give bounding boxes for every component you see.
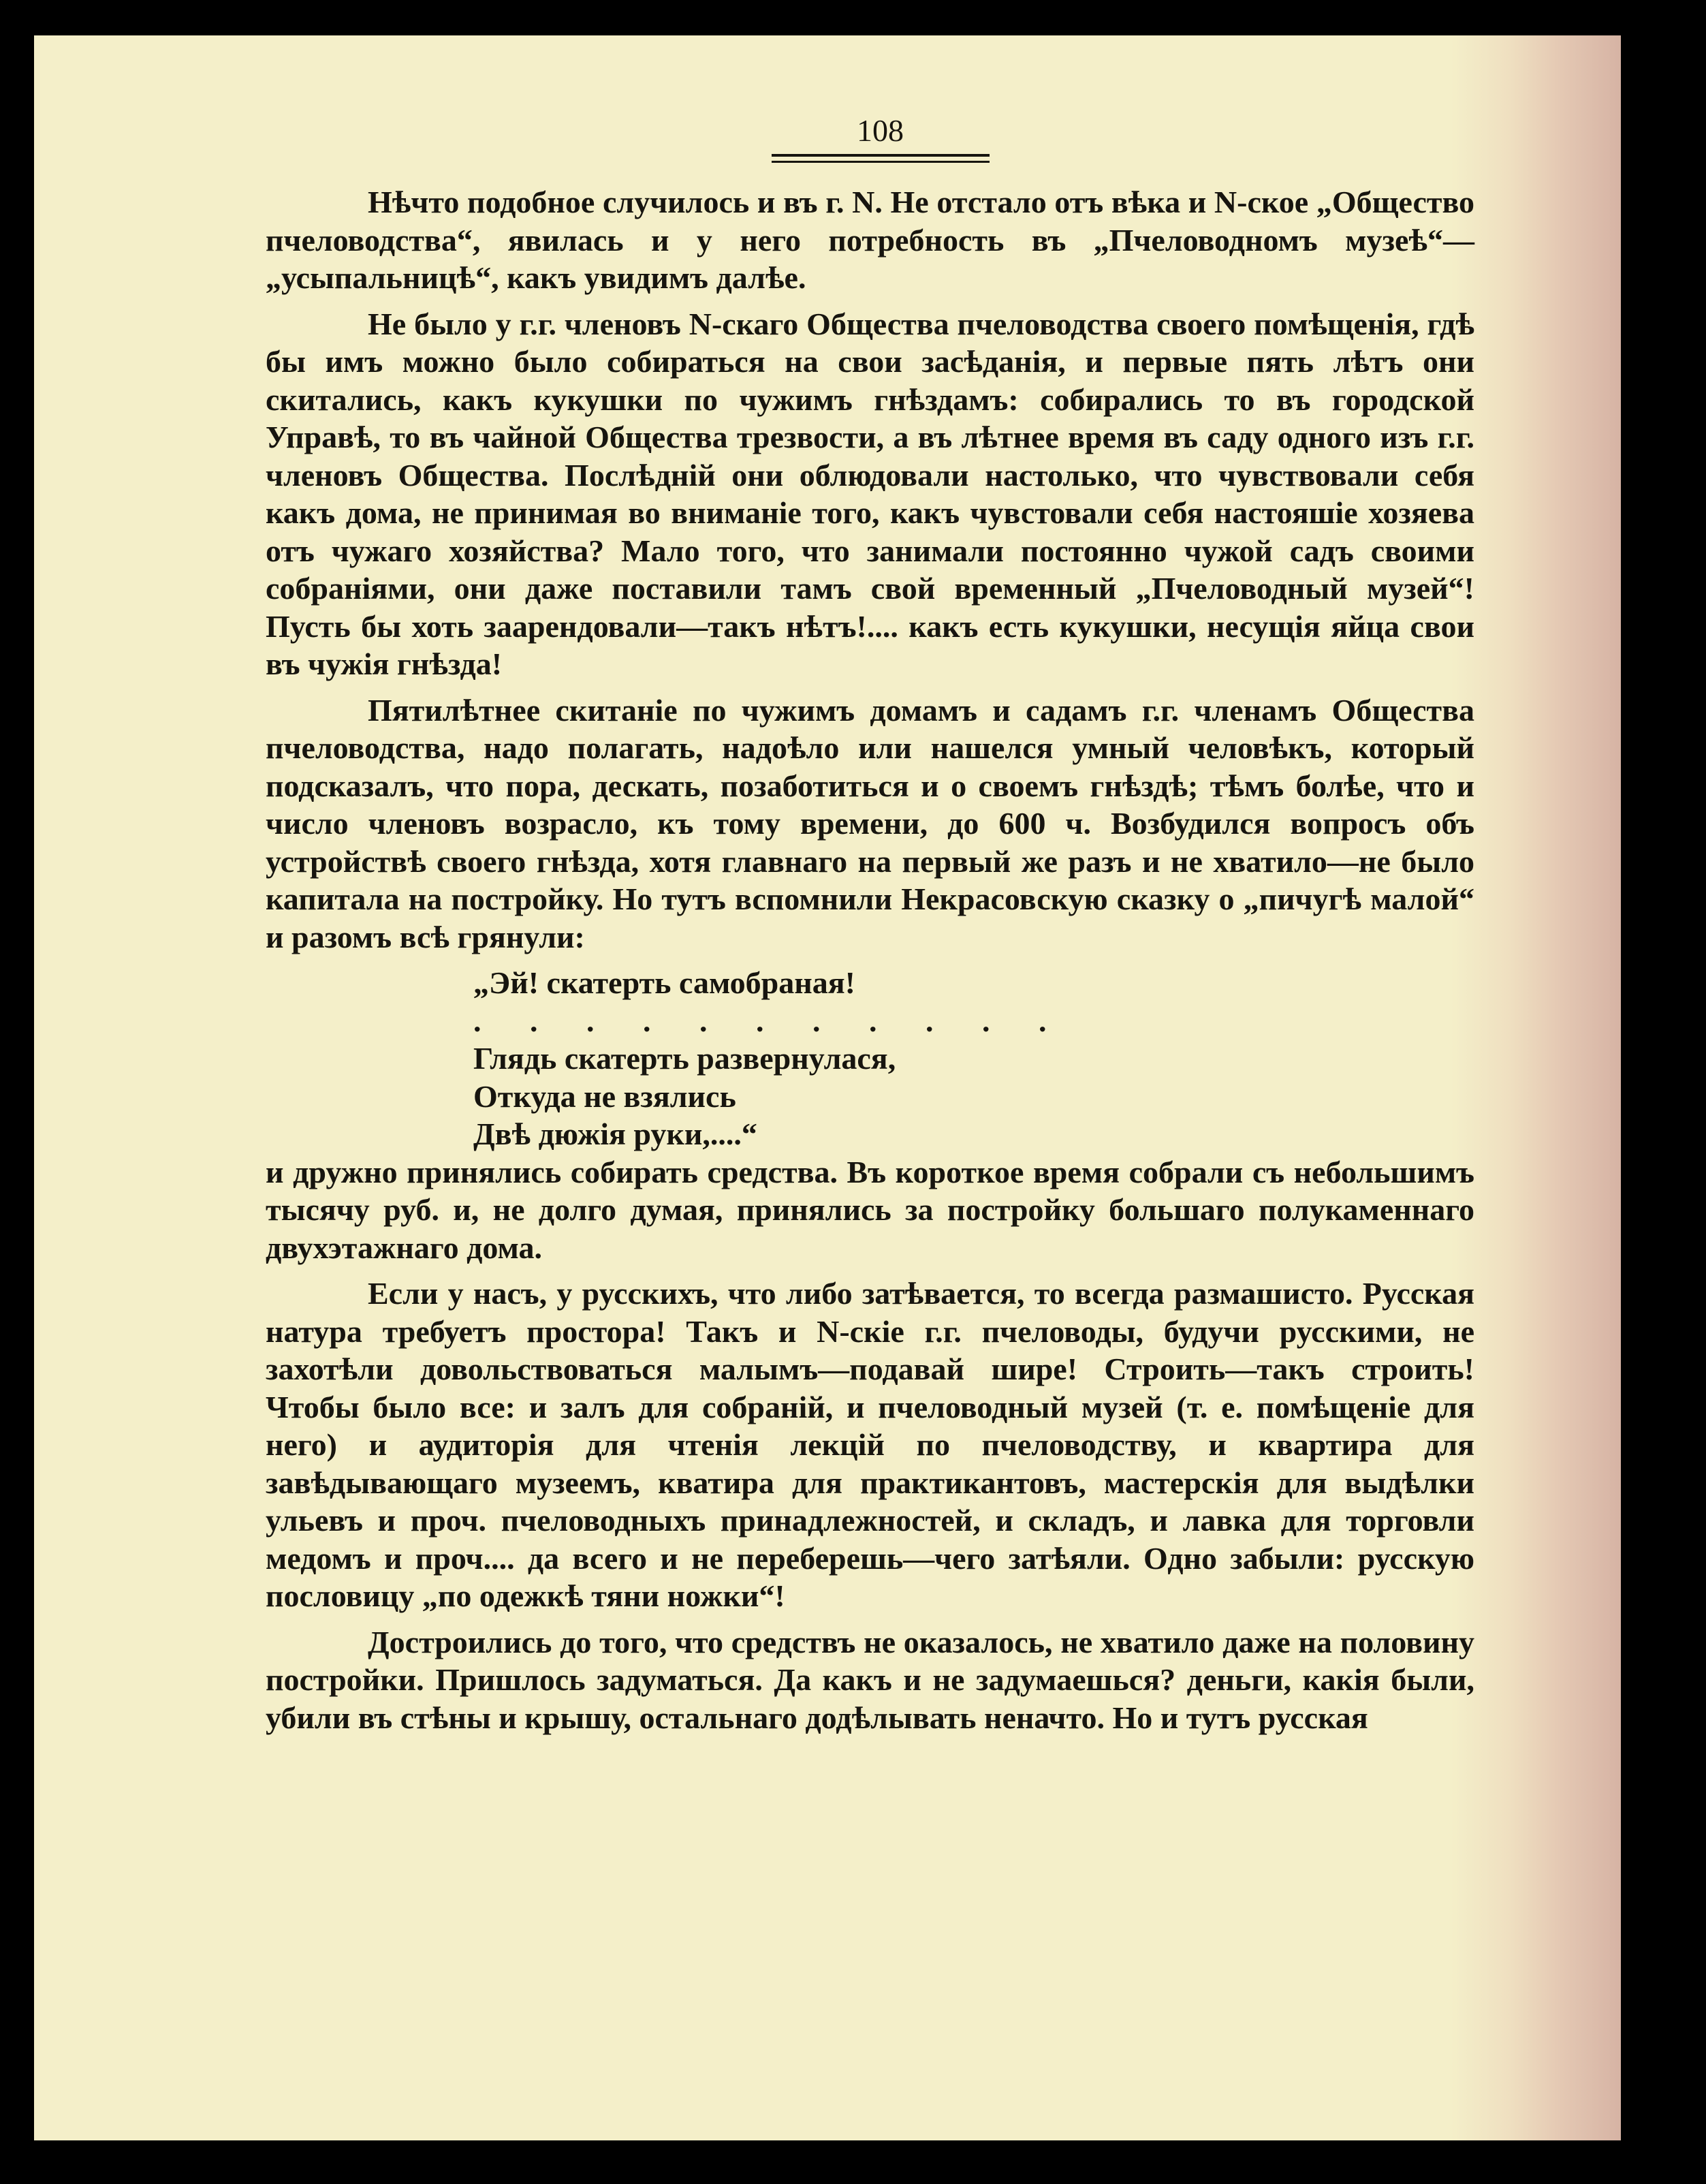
verse-line-1: „Эй! скатерть самобраная!: [473, 965, 855, 1000]
page-number: 108: [857, 113, 904, 148]
paragraph-2: Не было у г.г. членовъ N-скаго Общества пчеловодства своего помѣщенія, гдѣ бы имъ можно было собираться на свои засѣданія, и первые пять лѣтъ они скитались, какъ кукушки по чужимъ гнѣздамъ: собирались то въ городской Управѣ, то въ чайной Общества трезвости, а въ лѣтнее время въ саду одного изъ г.г. членовъ Общества. Послѣдній они облюдовали настолько, что чувствовали себя какъ дома, не принимая во вниманіе того, какъ чувстовали себя настояшіе хозяева отъ чужаго хозяйства? Мало того, что занимали постоянно чужой садъ своими собраніями, они даже поставили тамъ свой временный „Пчеловодный музей“! Пусть бы хоть заарендовали—такъ нѣтъ!.... какъ есть кукушки, несущія яйца свои въ чужія гнѣзда!: [266, 306, 1474, 681]
paragraph-4: и дружно принялись собирать средства. Въ короткое время собрали съ небольшимъ тысячу руб. и, не долго думая, принялись за постройку большаго полукаменнаго двухэтажнаго дома.: [266, 1154, 1474, 1265]
verse-ellipsis: . . . . . . . . . . .: [473, 1003, 1067, 1038]
verse-line-2: Глядь скатерть развернулася,: [473, 1041, 896, 1076]
paragraph-5: Если у насъ, у русскихъ, что либо затѣвается, то всегда размашисто. Русская натура требуетъ простора! Такъ и N-скіе г.г. пчеловоды, будучи русскими, не захотѣли довольствоваться малымъ—подавай шире! Строить—такъ строить! Чтобы было все: и залъ для собраній, и пчеловодный музей (т. е. помѣщеніе для него) и аудиторія для чтенія лекцій по пчеловодству, и квартира для завѣдывающаго музеемъ, кватира для практикантовъ, мастерскія для выдѣлки ульевъ и проч. пчеловодныхъ принадлежностей, и складъ, и лавка для торговли медомъ и проч.... да всего и не переберешь—чего затѣяли. Одно забыли: русскую пословицу „по одежкѣ тяни ножки“!: [266, 1276, 1474, 1613]
header-rule: [772, 154, 990, 163]
book-page: [34, 35, 1621, 2140]
paragraph-1: Нѣчто подобное случилось и въ г. N. Не отстало отъ вѣка и N-ское „Общество пчеловодства“, явилась и у него потребность въ „Пчеловодномъ музеѣ“—„усыпальницѣ“, какъ увидимъ далѣе.: [266, 185, 1474, 295]
verse-quote: [266, 964, 1474, 1153]
paragraph-6: Достроились до того, что средствъ не оказалось, не хватило даже на половину постройки. Пришлось задуматься. Да какъ и не задумаешься? деньги, какія были, убили въ стѣны и крышу, остальнаго додѣлывать неначто. Но и тутъ русская: [266, 1624, 1474, 1735]
page-edge-shadow: [1451, 35, 1621, 2140]
paragraph-3: Пятилѣтнее скитаніе по чужимъ домамъ и садамъ г.г. членамъ Общества пчеловодства, надо полагать, надоѣло или нашелся умный человѣкъ, который подсказалъ, что пора, дескать, позаботиться и о своемъ гнѣздѣ; тѣмъ болѣе, что и число членовъ возрасло, къ тому времени, до 600 ч. Возбудился вопросъ объ устройствѣ своего гнѣзда, хотя главнаго на первый же разъ и не хватило—не было капитала на постройку. Но тутъ вспомнили Некрасовскую сказку о „пичугѣ малой“ и разомъ всѣ грянули:: [266, 692, 1474, 954]
page-text: [266, 110, 1474, 1745]
verse-line-3: Откуда не взялись: [473, 1078, 736, 1114]
verse-line-4: Двѣ дюжія руки,....“: [473, 1117, 757, 1151]
